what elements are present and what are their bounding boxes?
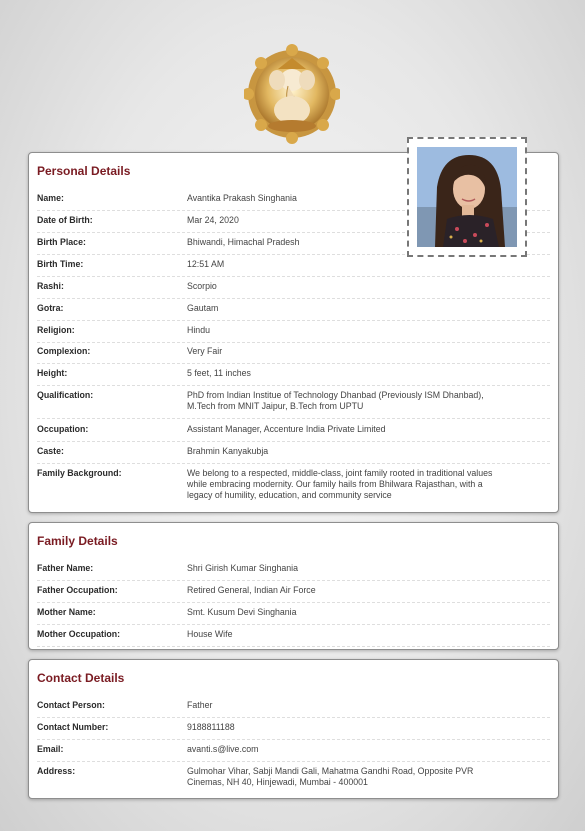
detail-row-email bbox=[37, 744, 550, 762]
detail-label: Birth Time: bbox=[37, 259, 84, 269]
detail-value: We belong to a respected, middle-class, joint family rooted in traditional values while embracing modernity. Our family hails from Bhilwara Rajasthan, with a legacy of humility, education, and community service bbox=[187, 468, 493, 500]
detail-value: Father bbox=[187, 700, 213, 710]
detail-row-occupation bbox=[37, 424, 550, 442]
detail-row-gotra bbox=[37, 303, 550, 321]
detail-label: Birth Place: bbox=[37, 237, 86, 247]
detail-label: Address: bbox=[37, 766, 76, 776]
detail-value: Smt. Kusum Devi Singhania bbox=[187, 607, 297, 617]
detail-value: avanti.s@live.com bbox=[187, 744, 259, 754]
detail-label: Father Name: bbox=[37, 563, 94, 573]
detail-value: Very Fair bbox=[187, 346, 223, 356]
detail-row-caste bbox=[37, 446, 550, 464]
detail-label: Mother Name: bbox=[37, 607, 96, 617]
detail-value: Bhiwandi, Himachal Pradesh bbox=[187, 237, 300, 247]
ganesha-emblem-icon bbox=[244, 44, 340, 144]
detail-label: Family Background: bbox=[37, 468, 122, 478]
detail-label: Caste: bbox=[37, 446, 64, 456]
detail-value: Gulmohar Vihar, Sabji Mandi Gali, Mahatma Gandhi Road, Opposite PVR Cinemas, NH 40, Hinjewadi, Mumbai - 400001 bbox=[187, 766, 474, 787]
detail-row-father-occupation bbox=[37, 585, 550, 603]
detail-row-birth-time bbox=[37, 259, 550, 277]
detail-label: Complexion: bbox=[37, 346, 91, 356]
detail-label: Height: bbox=[37, 368, 68, 378]
detail-row-religion bbox=[37, 325, 550, 343]
personal-details-title: Personal Details bbox=[37, 164, 131, 178]
detail-row-contact-number bbox=[37, 722, 550, 740]
detail-value: 12:51 AM bbox=[187, 259, 225, 269]
detail-label: Religion: bbox=[37, 325, 75, 335]
detail-row-father-name bbox=[37, 563, 550, 581]
detail-row-mother-occupation bbox=[37, 629, 550, 647]
detail-row-address bbox=[37, 766, 550, 794]
detail-row-mother-name bbox=[37, 607, 550, 625]
detail-label: Gotra: bbox=[37, 303, 64, 313]
detail-label: Occupation: bbox=[37, 424, 89, 434]
detail-value: Hindu bbox=[187, 325, 210, 335]
detail-label: Contact Number: bbox=[37, 722, 109, 732]
detail-label: Name: bbox=[37, 193, 64, 203]
detail-label: Rashi: bbox=[37, 281, 64, 291]
detail-row-height bbox=[37, 368, 550, 386]
detail-label: Qualification: bbox=[37, 390, 94, 400]
detail-label: Contact Person: bbox=[37, 700, 105, 710]
detail-value: Assistant Manager, Accenture India Private Limited bbox=[187, 424, 386, 434]
detail-value: 5 feet, 11 inches bbox=[187, 368, 251, 378]
detail-value: Avantika Prakash Singhania bbox=[187, 193, 297, 203]
detail-value: Shri Girish Kumar Singhania bbox=[187, 563, 298, 573]
detail-row-contact-person bbox=[37, 700, 550, 718]
detail-label: Email: bbox=[37, 744, 64, 754]
detail-value: 9188811188 bbox=[187, 722, 235, 732]
family-details-title: Family Details bbox=[37, 534, 118, 548]
detail-value: House Wife bbox=[187, 629, 233, 639]
detail-value: Scorpio bbox=[187, 281, 217, 291]
contact-details-card bbox=[28, 659, 559, 799]
detail-label: Father Occupation: bbox=[37, 585, 118, 595]
detail-row-family-background bbox=[37, 468, 550, 506]
detail-value: PhD from Indian Institue of Technology Dhanbad (Previously ISM Dhanbad), M.Tech from MNIT Jaipur, B.Tech from UPTU bbox=[187, 390, 484, 411]
profile-photo-frame bbox=[407, 137, 527, 257]
contact-details-title: Contact Details bbox=[37, 671, 125, 685]
detail-value: Mar 24, 2020 bbox=[187, 215, 239, 225]
profile-photo bbox=[417, 147, 517, 247]
detail-row-complexion bbox=[37, 346, 550, 364]
detail-value: Gautam bbox=[187, 303, 219, 313]
family-details-card bbox=[28, 522, 559, 650]
detail-value: Brahmin Kanyakubja bbox=[187, 446, 269, 456]
detail-row-rashi bbox=[37, 281, 550, 299]
detail-label: Mother Occupation: bbox=[37, 629, 121, 639]
detail-label: Date of Birth: bbox=[37, 215, 93, 225]
detail-row-qualification bbox=[37, 390, 550, 419]
detail-value: Retired General, Indian Air Force bbox=[187, 585, 316, 595]
